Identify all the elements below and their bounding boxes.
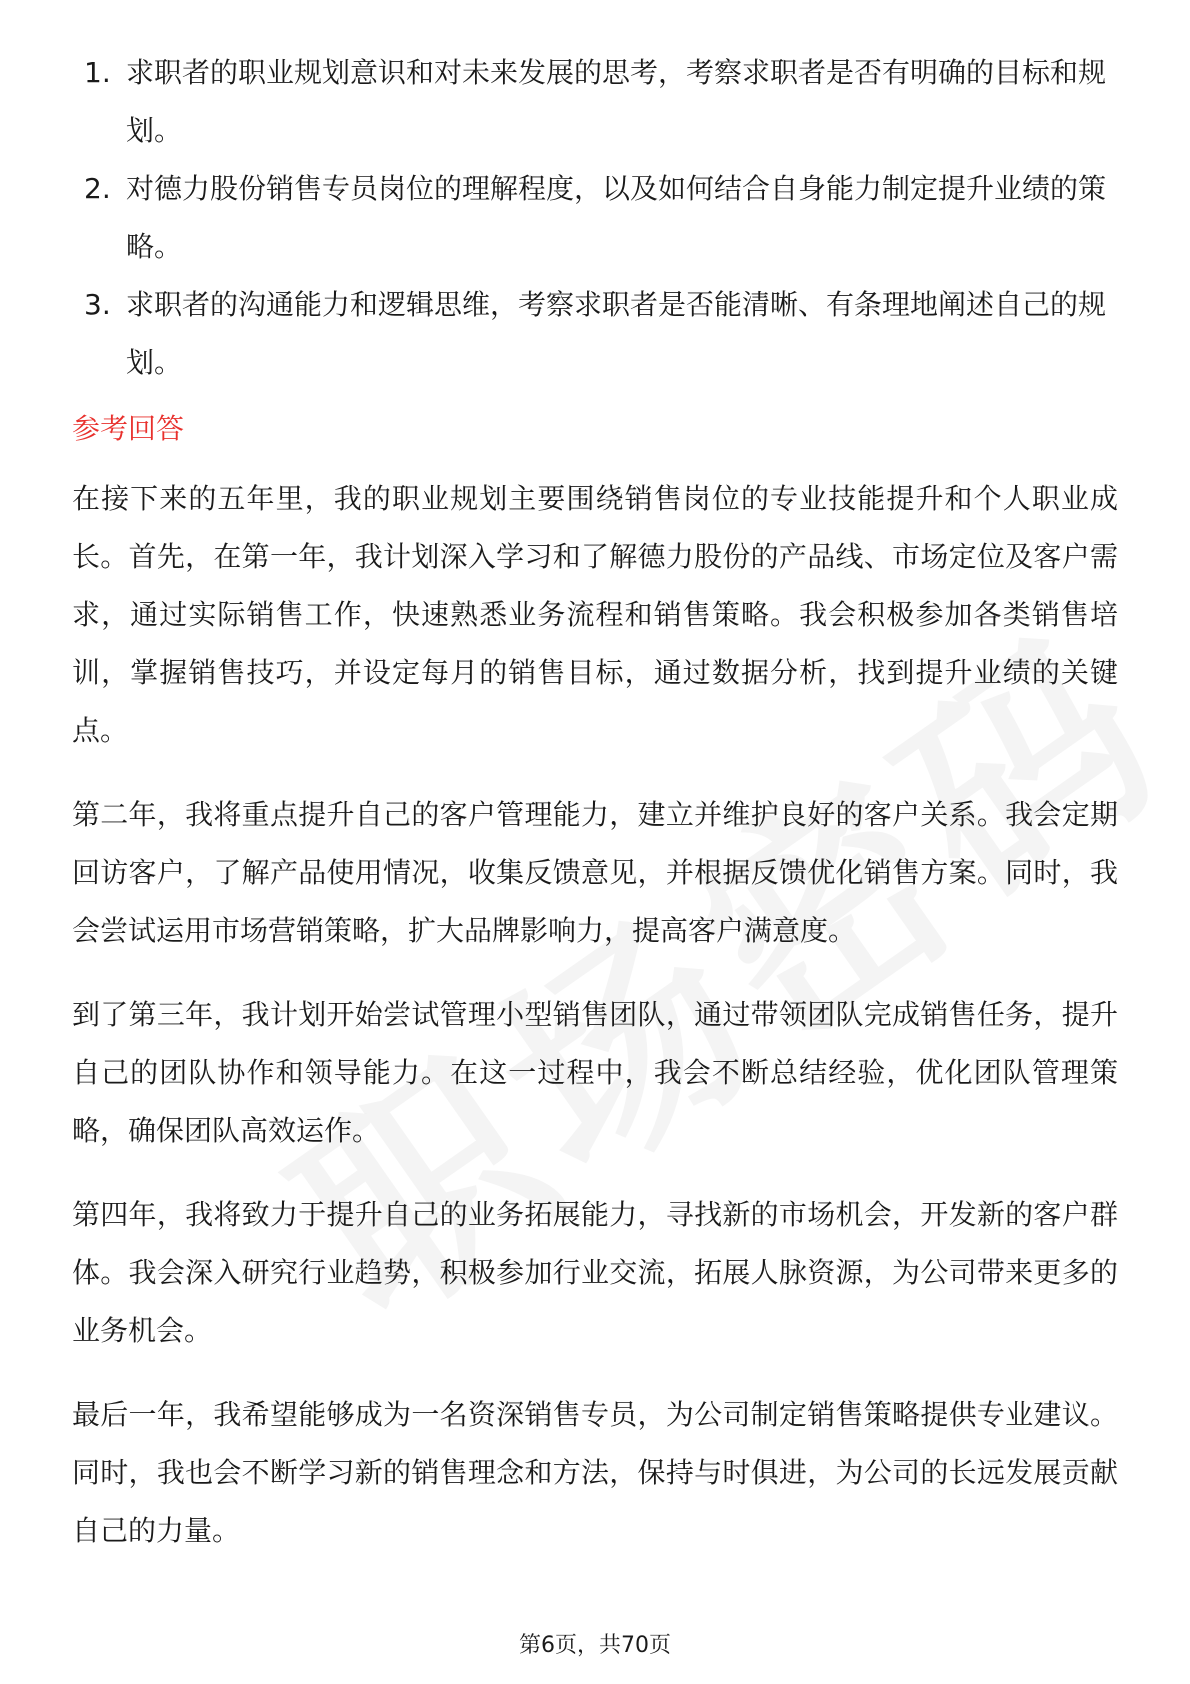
list-item: [72, 276, 1118, 392]
list-item-number: 3.: [84, 288, 111, 321]
list-item-text: 对德力股份销售专员岗位的理解程度，以及如何结合自身能力制定提升业绩的策略。: [126, 172, 1107, 263]
evaluation-criteria-list: [72, 44, 1118, 392]
list-item: [72, 44, 1118, 160]
document-page: [72, 44, 1118, 1586]
reference-answer-heading: 参考回答: [72, 412, 185, 445]
list-item-number: 2.: [84, 172, 111, 205]
answer-paragraph: 最后一年，我希望能够成为一名资深销售专员，为公司制定销售策略提供专业建议。同时，我也会不断学习新的销售理念和方法，保持与时俱进，为公司的长远发展贡献自己的力量。: [72, 1398, 1118, 1547]
list-item-text: 求职者的职业规划意识和对未来发展的思考，考察求职者是否有明确的目标和规划。: [126, 56, 1107, 147]
answer-paragraph: 第四年，我将致力于提升自己的业务拓展能力，寻找新的市场机会，开发新的客户群体。我会深入研究行业趋势，积极参加行业交流，拓展人脉资源，为公司带来更多的业务机会。: [72, 1198, 1118, 1347]
answer-paragraph: 到了第三年，我计划开始尝试管理小型销售团队，通过带领团队完成销售任务，提升自己的团队协作和领导能力。在这一过程中，我会不断总结经验，优化团队管理策略，确保团队高效运作。: [72, 998, 1118, 1147]
answer-paragraph: 第二年，我将重点提升自己的客户管理能力，建立并维护良好的客户关系。我会定期回访客户，了解产品使用情况，收集反馈意见，并根据反馈优化销售方案。同时，我会尝试运用市场营销策略，扩大品牌影响力，提高客户满意度。: [72, 798, 1118, 947]
page-number: 第6页，共70页: [519, 1633, 671, 1658]
list-item-number: 1.: [84, 56, 111, 89]
answer-paragraph: 在接下来的五年里，我的职业规划主要围绕销售岗位的专业技能提升和个人职业成长。首先，在第一年，我计划深入学习和了解德力股份的产品线、市场定位及客户需求，通过实际销售工作，快速熟悉业务流程和销售策略。我会积极参加各类销售培训，掌握销售技巧，并设定每月的销售目标，通过数据分析，找到提升业绩的关键点。: [72, 482, 1118, 747]
list-item-text: 求职者的沟通能力和逻辑思维，考察求职者是否能清晰、有条理地阐述自己的规划。: [126, 288, 1107, 379]
list-item: [72, 160, 1118, 276]
